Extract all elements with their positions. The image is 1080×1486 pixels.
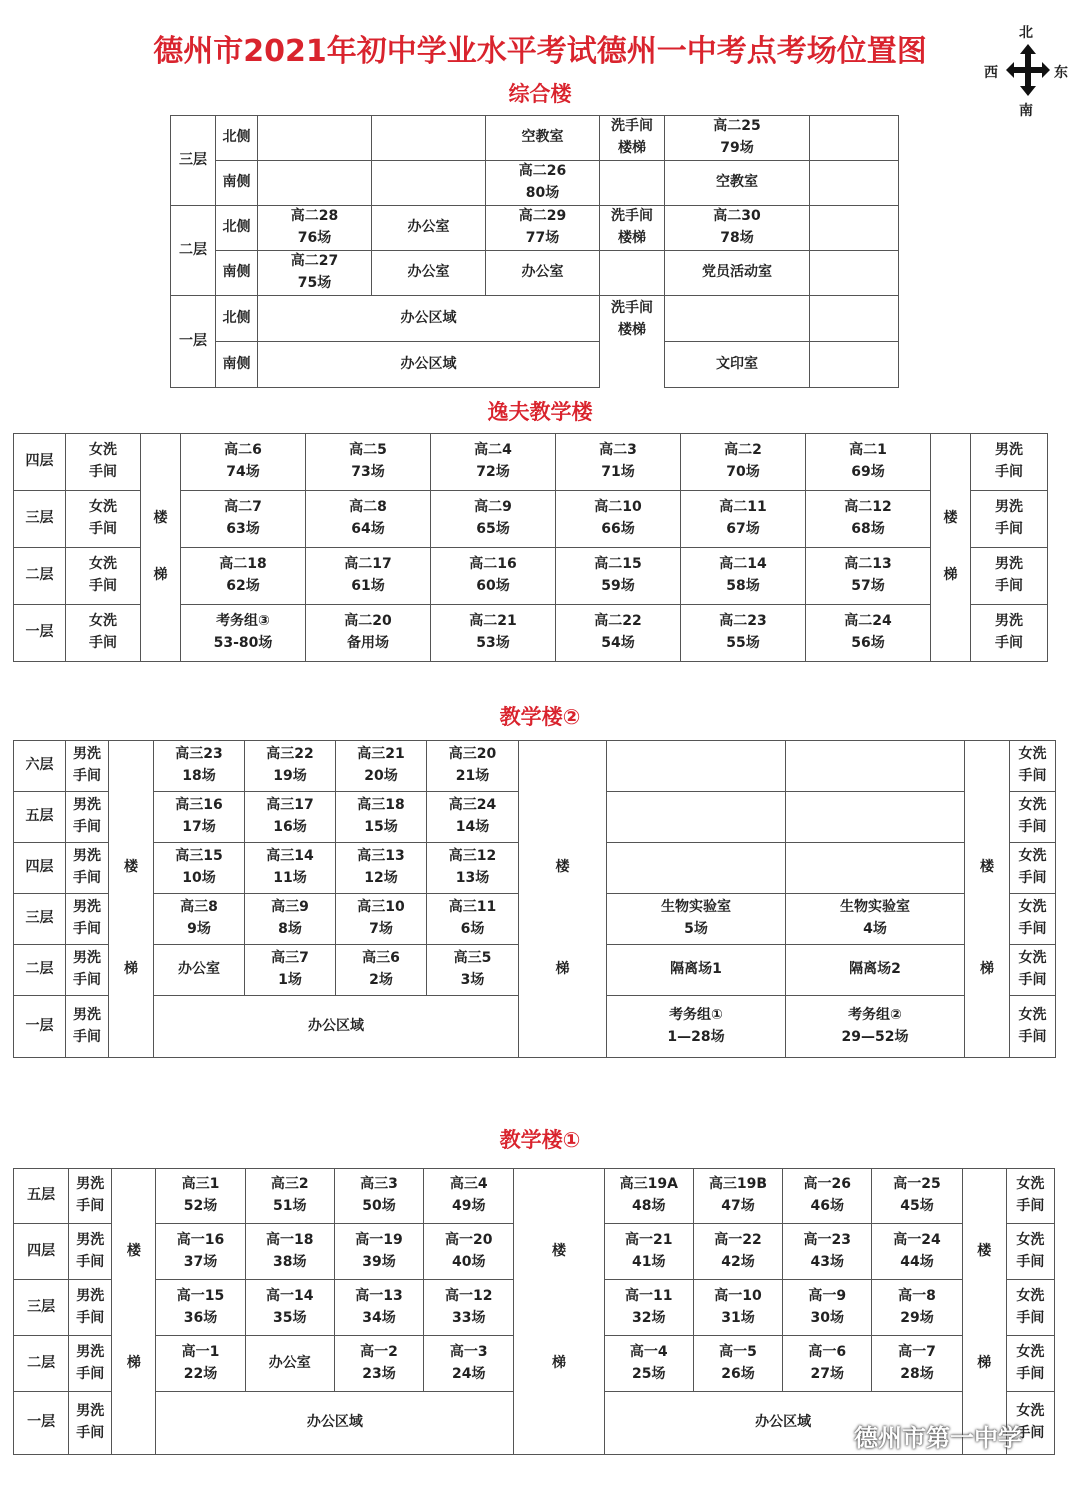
room-cell	[607, 792, 786, 843]
stair-cell: 楼	[109, 843, 154, 894]
side-label-north: 北侧	[216, 296, 258, 342]
room-cell: 高二1 69场	[806, 434, 931, 491]
floor-label: 二层	[14, 548, 66, 605]
room-cell: 高二11 67场	[681, 491, 806, 548]
room-cell: 高三6 2场	[336, 945, 427, 996]
room-cell: 高三21 20场	[336, 741, 427, 792]
building-jiaoxue2-table	[13, 740, 1056, 1058]
room-cell	[258, 161, 372, 206]
room-cell: 高二30 78场	[665, 206, 810, 251]
washroom-stair-cell: 洗手间 楼梯	[600, 206, 665, 251]
stair-cell	[112, 1169, 156, 1224]
room-cell: 高三11 6场	[427, 894, 519, 945]
side-label-north: 北侧	[216, 116, 258, 161]
room-cell: 高三19A 48场	[604, 1169, 693, 1224]
room-cell: 高三23 18场	[154, 741, 245, 792]
room-cell: 高二22 54场	[556, 605, 681, 662]
washroom-cell: 女洗 手间	[1006, 1224, 1054, 1280]
room-cell: 高一26 46场	[783, 1169, 872, 1224]
room-cell: 高三13 12场	[336, 843, 427, 894]
room-cell	[600, 161, 665, 206]
washroom-stair-cell: 洗手间 楼梯	[600, 116, 665, 161]
room-cell: 高三10 7场	[336, 894, 427, 945]
room-cell: 高一3 24场	[424, 1336, 514, 1392]
stair-cell: 楼	[965, 843, 1010, 894]
stair-cell	[514, 1169, 604, 1224]
washroom-cell: 女洗 手间	[66, 548, 141, 605]
stair-cell: 梯	[112, 1336, 156, 1392]
compass-north: 北	[1019, 25, 1033, 41]
washroom-cell: 女洗 手间	[66, 434, 141, 491]
floor-label: 四层	[14, 1224, 69, 1280]
room-cell: 高二15 59场	[556, 548, 681, 605]
room-cell: 高一25 45场	[872, 1169, 962, 1224]
washroom-cell: 女洗 手间	[1006, 1280, 1054, 1336]
room-cell: 高二5 73场	[306, 434, 431, 491]
floor-label: 三层	[14, 1280, 69, 1336]
room-cell: 高二3 71场	[556, 434, 681, 491]
room-cell: 高三24 14场	[427, 792, 519, 843]
floor-label: 一层	[171, 296, 216, 388]
stair-cell: 梯	[109, 945, 154, 996]
room-cell	[665, 296, 810, 342]
room-cell	[810, 116, 899, 161]
stair-cell: 梯	[141, 548, 181, 605]
building-zonghe-table	[170, 115, 899, 388]
stair-cell	[965, 894, 1010, 945]
room-cell: 高一12 33场	[424, 1280, 514, 1336]
room-cell	[810, 251, 899, 296]
room-cell	[810, 296, 899, 342]
floor-label: 四层	[14, 434, 66, 491]
room-cell	[372, 116, 486, 161]
room-cell	[607, 741, 786, 792]
washroom-cell: 女洗 手间	[1006, 1169, 1054, 1224]
room-cell	[258, 116, 372, 161]
room-cell	[810, 161, 899, 206]
room-cell: 高一11 32场	[604, 1280, 693, 1336]
room-cell: 高三8 9场	[154, 894, 245, 945]
room-cell: 高二13 57场	[806, 548, 931, 605]
room-cell	[810, 342, 899, 388]
room-cell: 高一15 36场	[156, 1280, 245, 1336]
room-cell	[810, 206, 899, 251]
washroom-stair-cell: 洗手间 楼梯	[600, 296, 665, 388]
room-cell: 高一4 25场	[604, 1336, 693, 1392]
room-cell: 办公室	[486, 251, 600, 296]
building-jiaoxue1-table	[13, 1168, 1055, 1455]
stair-cell: 梯	[931, 548, 971, 605]
room-cell: 高三3 50场	[334, 1169, 423, 1224]
stair-cell	[519, 792, 607, 843]
room-cell: 高一23 43场	[783, 1224, 872, 1280]
compass-south: 南	[1019, 103, 1033, 119]
room-cell: 文印室	[665, 342, 810, 388]
stair-cell	[931, 434, 971, 491]
room-cell: 高二14 58场	[681, 548, 806, 605]
stair-cell	[141, 605, 181, 662]
room-cell: 高一10 31场	[693, 1280, 782, 1336]
floor-label: 二层	[14, 945, 66, 996]
compass-west: 西	[984, 65, 998, 81]
washroom-cell: 男洗 手间	[66, 843, 109, 894]
room-cell: 办公室	[245, 1336, 334, 1392]
room-cell: 考务组③ 53-80场	[181, 605, 306, 662]
washroom-cell: 男洗 手间	[66, 741, 109, 792]
building-title-yifu: 逸夫教学楼	[487, 400, 593, 424]
stair-cell: 梯	[965, 945, 1010, 996]
stair-cell	[931, 605, 971, 662]
room-cell: 隔离场1	[607, 945, 786, 996]
floor-label: 一层	[14, 605, 66, 662]
room-cell: 高二25 79场	[665, 116, 810, 161]
side-label-south: 南侧	[216, 161, 258, 206]
washroom-cell: 男洗 手间	[66, 996, 109, 1058]
building-yifu-table	[13, 433, 1048, 662]
washroom-cell: 女洗 手间	[1010, 894, 1056, 945]
room-cell: 高二28 76场	[258, 206, 372, 251]
room-cell: 高一18 38场	[245, 1224, 334, 1280]
room-cell: 高三5 3场	[427, 945, 519, 996]
floor-label: 三层	[171, 116, 216, 206]
building-title-jiaoxue1: 教学楼①	[499, 1128, 581, 1152]
room-cell: 高三22 19场	[245, 741, 336, 792]
washroom-cell: 男洗 手间	[69, 1336, 112, 1392]
room-cell: 党员活动室	[665, 251, 810, 296]
stair-cell: 楼	[519, 843, 607, 894]
room-cell: 高二2 70场	[681, 434, 806, 491]
stair-cell: 楼	[141, 491, 181, 548]
room-cell	[786, 792, 965, 843]
stair-cell	[109, 741, 154, 792]
washroom-cell: 男洗 手间	[66, 945, 109, 996]
floor-label: 六层	[14, 741, 66, 792]
room-cell: 高三2 51场	[245, 1169, 334, 1224]
room-cell: 高二6 74场	[181, 434, 306, 491]
washroom-cell: 男洗 手间	[66, 792, 109, 843]
stair-cell	[514, 1392, 604, 1455]
washroom-cell: 男洗 手间	[971, 548, 1048, 605]
room-cell: 高二17 61场	[306, 548, 431, 605]
room-cell: 高一14 35场	[245, 1280, 334, 1336]
room-cell: 高三20 21场	[427, 741, 519, 792]
room-cell: 高一8 29场	[872, 1280, 962, 1336]
watermark	[818, 1418, 1022, 1453]
room-cell: 考务组① 1—28场	[607, 996, 786, 1058]
stair-cell: 梯	[519, 945, 607, 996]
stair-cell	[962, 1169, 1006, 1224]
side-label-south: 南侧	[216, 251, 258, 296]
room-cell: 高一16 37场	[156, 1224, 245, 1280]
room-cell: 高一2 23场	[334, 1336, 423, 1392]
washroom-cell: 女洗 手间	[1010, 996, 1056, 1058]
room-cell	[600, 251, 665, 296]
room-cell: 高二29 77场	[486, 206, 600, 251]
room-cell: 高一19 39场	[334, 1224, 423, 1280]
room-cell: 高三17 16场	[245, 792, 336, 843]
stair-cell	[519, 741, 607, 792]
stair-cell: 楼	[112, 1224, 156, 1280]
room-cell: 高三14 11场	[245, 843, 336, 894]
washroom-cell: 女洗 手间	[1010, 843, 1056, 894]
washroom-cell: 男洗 手间	[971, 491, 1048, 548]
floor-label: 三层	[14, 491, 66, 548]
room-cell: 高三19B 47场	[693, 1169, 782, 1224]
stair-cell	[109, 894, 154, 945]
floor-label: 一层	[14, 996, 66, 1058]
room-cell: 高二4 72场	[431, 434, 556, 491]
room-cell: 办公室	[372, 251, 486, 296]
floor-label: 二层	[171, 206, 216, 296]
washroom-cell: 男洗 手间	[971, 605, 1048, 662]
room-cell: 办公室	[372, 206, 486, 251]
room-cell: 高三9 8场	[245, 894, 336, 945]
office-area-cell: 办公区域	[156, 1392, 514, 1455]
building-title-jiaoxue2: 教学楼②	[499, 705, 581, 729]
office-area-cell: 办公区域	[258, 296, 600, 342]
room-cell: 高二18 62场	[181, 548, 306, 605]
room-cell: 高一20 40场	[424, 1224, 514, 1280]
compass-east: 东	[1054, 65, 1068, 81]
office-area-cell: 办公区域	[154, 996, 519, 1058]
room-cell: 高二8 64场	[306, 491, 431, 548]
room-cell: 高一9 30场	[783, 1280, 872, 1336]
washroom-cell: 女洗 手间	[1010, 792, 1056, 843]
room-cell: 高三15 10场	[154, 843, 245, 894]
room-cell: 高三7 1场	[245, 945, 336, 996]
room-cell: 高二23 55场	[681, 605, 806, 662]
room-cell: 隔离场2	[786, 945, 965, 996]
building-title-zonghe: 综合楼	[508, 82, 572, 106]
office-area-cell: 办公区域	[258, 342, 600, 388]
room-cell: 高一5 26场	[693, 1336, 782, 1392]
floor-label: 五层	[14, 792, 66, 843]
room-cell: 高一13 34场	[334, 1280, 423, 1336]
floor-label: 二层	[14, 1336, 69, 1392]
room-cell: 高一7 28场	[872, 1336, 962, 1392]
page-title: 德州市2021年初中学业水平考试德州一中考点考场位置图	[153, 34, 927, 69]
room-cell: 高一22 42场	[693, 1224, 782, 1280]
room-cell: 高二10 66场	[556, 491, 681, 548]
room-cell	[372, 161, 486, 206]
floor-label: 四层	[14, 843, 66, 894]
room-cell: 生物实验室 5场	[607, 894, 786, 945]
side-label-south: 南侧	[216, 342, 258, 388]
room-cell: 高二24 56场	[806, 605, 931, 662]
washroom-cell: 女洗 手间	[1010, 741, 1056, 792]
room-cell: 考务组② 29—52场	[786, 996, 965, 1058]
room-cell: 高一1 22场	[156, 1336, 245, 1392]
watermark-text: 德州市第一中学	[854, 1424, 1022, 1452]
stair-cell	[112, 1392, 156, 1455]
room-cell: 高二7 63场	[181, 491, 306, 548]
stair-cell	[519, 894, 607, 945]
floor-label: 五层	[14, 1169, 69, 1224]
room-cell: 高三1 52场	[156, 1169, 245, 1224]
washroom-cell: 男洗 手间	[69, 1224, 112, 1280]
room-cell: 高二9 65场	[431, 491, 556, 548]
stair-cell	[965, 741, 1010, 792]
room-cell: 高一21 41场	[604, 1224, 693, 1280]
stair-cell	[965, 996, 1010, 1058]
stair-cell	[112, 1280, 156, 1336]
stair-cell	[965, 792, 1010, 843]
room-cell: 高二12 68场	[806, 491, 931, 548]
room-cell: 高三12 13场	[427, 843, 519, 894]
room-cell: 高三18 15场	[336, 792, 427, 843]
room-cell	[607, 843, 786, 894]
wechat-icon	[818, 1424, 848, 1448]
room-cell	[786, 741, 965, 792]
room-cell: 高二21 53场	[431, 605, 556, 662]
washroom-cell: 女洗 手间	[66, 605, 141, 662]
stair-cell	[141, 434, 181, 491]
room-cell	[786, 843, 965, 894]
washroom-cell: 女洗 手间	[1006, 1336, 1054, 1392]
stair-cell: 梯	[962, 1336, 1006, 1392]
room-cell: 高二27 75场	[258, 251, 372, 296]
side-label-north: 北侧	[216, 206, 258, 251]
room-cell: 空教室	[486, 116, 600, 161]
room-cell: 生物实验室 4场	[786, 894, 965, 945]
washroom-cell: 男洗 手间	[69, 1169, 112, 1224]
stair-cell	[109, 792, 154, 843]
room-cell: 办公室	[154, 945, 245, 996]
stair-cell: 楼	[931, 491, 971, 548]
room-cell: 高一24 44场	[872, 1224, 962, 1280]
washroom-cell: 男洗 手间	[69, 1392, 112, 1455]
room-cell: 高二16 60场	[431, 548, 556, 605]
washroom-cell: 男洗 手间	[69, 1280, 112, 1336]
washroom-cell: 女洗 手间	[1010, 945, 1056, 996]
stair-cell	[514, 1280, 604, 1336]
room-cell: 高三16 17场	[154, 792, 245, 843]
stair-cell: 楼	[962, 1224, 1006, 1280]
floor-label: 一层	[14, 1392, 69, 1455]
room-cell: 高三4 49场	[424, 1169, 514, 1224]
room-cell: 空教室	[665, 161, 810, 206]
office-area-cell: 办公区域	[604, 1392, 962, 1455]
stair-cell: 楼	[514, 1224, 604, 1280]
floor-label: 三层	[14, 894, 66, 945]
washroom-cell: 女洗 手间	[1006, 1392, 1054, 1455]
stair-cell	[109, 996, 154, 1058]
stair-cell	[519, 996, 607, 1058]
stair-cell: 梯	[514, 1336, 604, 1392]
room-cell: 高二26 80场	[486, 161, 600, 206]
washroom-cell: 男洗 手间	[971, 434, 1048, 491]
washroom-cell: 男洗 手间	[66, 894, 109, 945]
washroom-cell: 女洗 手间	[66, 491, 141, 548]
stair-cell	[962, 1280, 1006, 1336]
room-cell: 高二20 备用场	[306, 605, 431, 662]
room-cell: 高一6 27场	[783, 1336, 872, 1392]
